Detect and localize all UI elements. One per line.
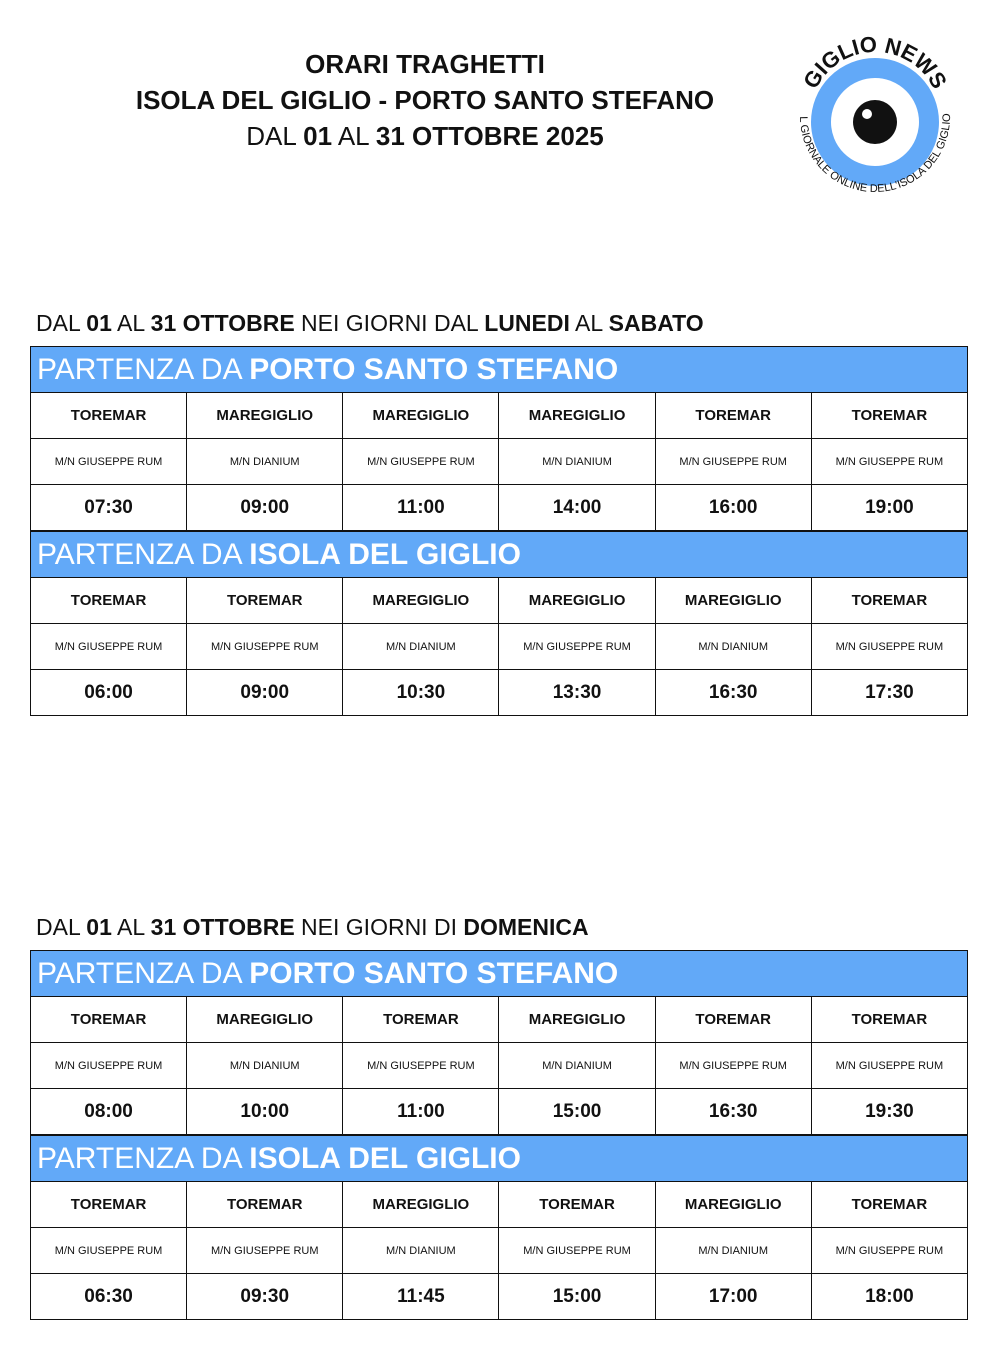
band-prefix: PARTENZA DA bbox=[37, 538, 250, 571]
schedule-weekdays bbox=[30, 346, 968, 716]
ship-cell: M/N DIANIUM bbox=[655, 1228, 811, 1274]
operator-cell: MAREGIGLIO bbox=[499, 578, 655, 624]
ship-cell: M/N GIUSEPPE RUM bbox=[31, 439, 187, 485]
ship-cell: M/N GIUSEPPE RUM bbox=[655, 1043, 811, 1089]
operator-cell: TOREMAR bbox=[31, 1182, 187, 1228]
ship-cell: M/N GIUSEPPE RUM bbox=[811, 624, 967, 670]
departure-band-isola-del-giglio bbox=[30, 531, 968, 577]
ship-cell: M/N GIUSEPPE RUM bbox=[343, 439, 499, 485]
route-subtitle: ISOLA DEL GIGLIO - PORTO SANTO STEFANO bbox=[135, 85, 715, 115]
operator-cell: TOREMAR bbox=[31, 997, 187, 1043]
time-cell: 09:00 bbox=[187, 485, 343, 531]
title-part: AL bbox=[111, 310, 151, 336]
time-cell: 17:30 bbox=[811, 670, 967, 716]
title-part: DAL bbox=[36, 914, 87, 940]
ship-cell: M/N GIUSEPPE RUM bbox=[31, 1043, 187, 1089]
title-part: AL bbox=[111, 914, 151, 940]
operator-cell: TOREMAR bbox=[655, 997, 811, 1043]
ship-cell: M/N GIUSEPPE RUM bbox=[499, 624, 655, 670]
time-cell: 13:30 bbox=[499, 670, 655, 716]
time-cell: 19:30 bbox=[811, 1089, 967, 1135]
time-cell: 11:00 bbox=[343, 1089, 499, 1135]
ship-cell: M/N DIANIUM bbox=[499, 439, 655, 485]
title-bold: 31 OTTOBRE bbox=[150, 310, 295, 336]
departure-band-isola-del-giglio bbox=[30, 1135, 968, 1181]
operator-cell: MAREGIGLIO bbox=[187, 997, 343, 1043]
time-cell: 18:00 bbox=[811, 1274, 967, 1320]
title-bold: LUNEDI bbox=[484, 310, 570, 336]
date-mid: AL bbox=[332, 121, 376, 151]
time-cell: 06:00 bbox=[31, 670, 187, 716]
time-row bbox=[31, 1274, 968, 1320]
title-bold: 01 bbox=[86, 914, 112, 940]
operator-cell: TOREMAR bbox=[187, 1182, 343, 1228]
time-cell: 19:00 bbox=[811, 485, 967, 531]
ship-cell: M/N DIANIUM bbox=[187, 1043, 343, 1089]
time-row bbox=[31, 485, 968, 531]
operator-cell: MAREGIGLIO bbox=[343, 1182, 499, 1228]
operator-cell: TOREMAR bbox=[811, 393, 967, 439]
ship-cell: M/N GIUSEPPE RUM bbox=[343, 1043, 499, 1089]
schedule-sunday bbox=[30, 950, 968, 1320]
band-place: PORTO SANTO STEFANO bbox=[249, 957, 619, 990]
date-to: 31 OTTOBRE 2025 bbox=[375, 121, 604, 151]
time-cell: 07:30 bbox=[31, 485, 187, 531]
operator-cell: MAREGIGLIO bbox=[343, 393, 499, 439]
logo-eye-icon bbox=[853, 100, 897, 144]
time-cell: 08:00 bbox=[31, 1089, 187, 1135]
operator-cell: TOREMAR bbox=[31, 578, 187, 624]
time-cell: 16:00 bbox=[655, 485, 811, 531]
time-cell: 15:00 bbox=[499, 1089, 655, 1135]
title-bold: 31 OTTOBRE bbox=[150, 914, 295, 940]
giglio-news-logo bbox=[780, 22, 970, 212]
operator-cell: TOREMAR bbox=[811, 997, 967, 1043]
operator-cell: MAREGIGLIO bbox=[343, 578, 499, 624]
logo-eye-highlight bbox=[862, 109, 872, 119]
time-cell: 10:30 bbox=[343, 670, 499, 716]
operator-cell: MAREGIGLIO bbox=[655, 578, 811, 624]
timetable-isola-del-giglio-weekdays bbox=[30, 577, 968, 716]
ship-cell: M/N DIANIUM bbox=[499, 1043, 655, 1089]
band-prefix: PARTENZA DA bbox=[37, 1142, 250, 1175]
ship-cell: M/N DIANIUM bbox=[187, 439, 343, 485]
time-row bbox=[31, 670, 968, 716]
operator-cell: TOREMAR bbox=[343, 997, 499, 1043]
ship-row bbox=[31, 1043, 968, 1089]
title-bold: SABATO bbox=[608, 310, 704, 336]
operator-cell: TOREMAR bbox=[655, 393, 811, 439]
operator-row bbox=[31, 578, 968, 624]
timetable-porto-santo-stefano-weekdays bbox=[30, 392, 968, 531]
band-prefix: PARTENZA DA bbox=[37, 957, 250, 990]
timetable-porto-santo-stefano-sunday bbox=[30, 996, 968, 1135]
time-cell: 11:45 bbox=[343, 1274, 499, 1320]
operator-cell: MAREGIGLIO bbox=[499, 997, 655, 1043]
logo-brand: GIGLIO NEWS bbox=[798, 31, 952, 93]
ship-row bbox=[31, 624, 968, 670]
operator-row bbox=[31, 393, 968, 439]
title-bold: 01 bbox=[86, 310, 112, 336]
section-title-sunday bbox=[36, 914, 589, 941]
band-place: ISOLA DEL GIGLIO bbox=[249, 1142, 521, 1175]
ship-cell: M/N GIUSEPPE RUM bbox=[31, 1228, 187, 1274]
ship-cell: M/N GIUSEPPE RUM bbox=[811, 439, 967, 485]
title-part: NEI GIORNI DAL bbox=[294, 310, 485, 336]
date-range bbox=[0, 118, 850, 154]
ship-row bbox=[31, 1228, 968, 1274]
operator-row bbox=[31, 997, 968, 1043]
time-cell: 17:00 bbox=[655, 1274, 811, 1320]
operator-cell: TOREMAR bbox=[811, 1182, 967, 1228]
time-cell: 10:00 bbox=[187, 1089, 343, 1135]
band-place: ISOLA DEL GIGLIO bbox=[249, 538, 521, 571]
departure-band-porto-santo-stefano bbox=[30, 346, 968, 392]
time-cell: 16:30 bbox=[655, 670, 811, 716]
ship-cell: M/N GIUSEPPE RUM bbox=[187, 1228, 343, 1274]
time-cell: 06:30 bbox=[31, 1274, 187, 1320]
operator-cell: TOREMAR bbox=[187, 578, 343, 624]
date-from: 01 bbox=[303, 121, 333, 151]
document-header bbox=[0, 46, 850, 154]
section-title-weekdays bbox=[36, 310, 704, 337]
time-cell: 14:00 bbox=[499, 485, 655, 531]
title-part: DAL bbox=[36, 310, 87, 336]
operator-cell: TOREMAR bbox=[499, 1182, 655, 1228]
operator-cell: TOREMAR bbox=[811, 578, 967, 624]
ship-cell: M/N DIANIUM bbox=[655, 624, 811, 670]
time-cell: 11:00 bbox=[343, 485, 499, 531]
time-row bbox=[31, 1089, 968, 1135]
band-place: PORTO SANTO STEFANO bbox=[249, 353, 619, 386]
time-cell: 09:30 bbox=[187, 1274, 343, 1320]
page-title: ORARI TRAGHETTI bbox=[305, 49, 545, 79]
time-cell: 09:00 bbox=[187, 670, 343, 716]
date-pre: DAL bbox=[246, 121, 304, 151]
title-part: NEI GIORNI DI bbox=[294, 914, 464, 940]
ship-row bbox=[31, 439, 968, 485]
operator-cell: MAREGIGLIO bbox=[655, 1182, 811, 1228]
logo-tagline: L GIORNALE ONLINE DELL'ISOLA DEL GIGLIO bbox=[796, 113, 954, 196]
departure-band-porto-santo-stefano bbox=[30, 950, 968, 996]
ship-cell: M/N GIUSEPPE RUM bbox=[31, 624, 187, 670]
ship-cell: M/N DIANIUM bbox=[343, 1228, 499, 1274]
operator-row bbox=[31, 1182, 968, 1228]
timetable-isola-del-giglio-sunday bbox=[30, 1181, 968, 1320]
operator-cell: TOREMAR bbox=[31, 393, 187, 439]
title-part: AL bbox=[569, 310, 609, 336]
ship-cell: M/N GIUSEPPE RUM bbox=[499, 1228, 655, 1274]
operator-cell: MAREGIGLIO bbox=[499, 393, 655, 439]
ship-cell: M/N GIUSEPPE RUM bbox=[655, 439, 811, 485]
ship-cell: M/N GIUSEPPE RUM bbox=[811, 1228, 967, 1274]
operator-cell: MAREGIGLIO bbox=[187, 393, 343, 439]
time-cell: 16:30 bbox=[655, 1089, 811, 1135]
title-bold: DOMENICA bbox=[463, 914, 589, 940]
ship-cell: M/N GIUSEPPE RUM bbox=[811, 1043, 967, 1089]
ship-cell: M/N GIUSEPPE RUM bbox=[187, 624, 343, 670]
time-cell: 15:00 bbox=[499, 1274, 655, 1320]
band-prefix: PARTENZA DA bbox=[37, 353, 250, 386]
ship-cell: M/N DIANIUM bbox=[343, 624, 499, 670]
